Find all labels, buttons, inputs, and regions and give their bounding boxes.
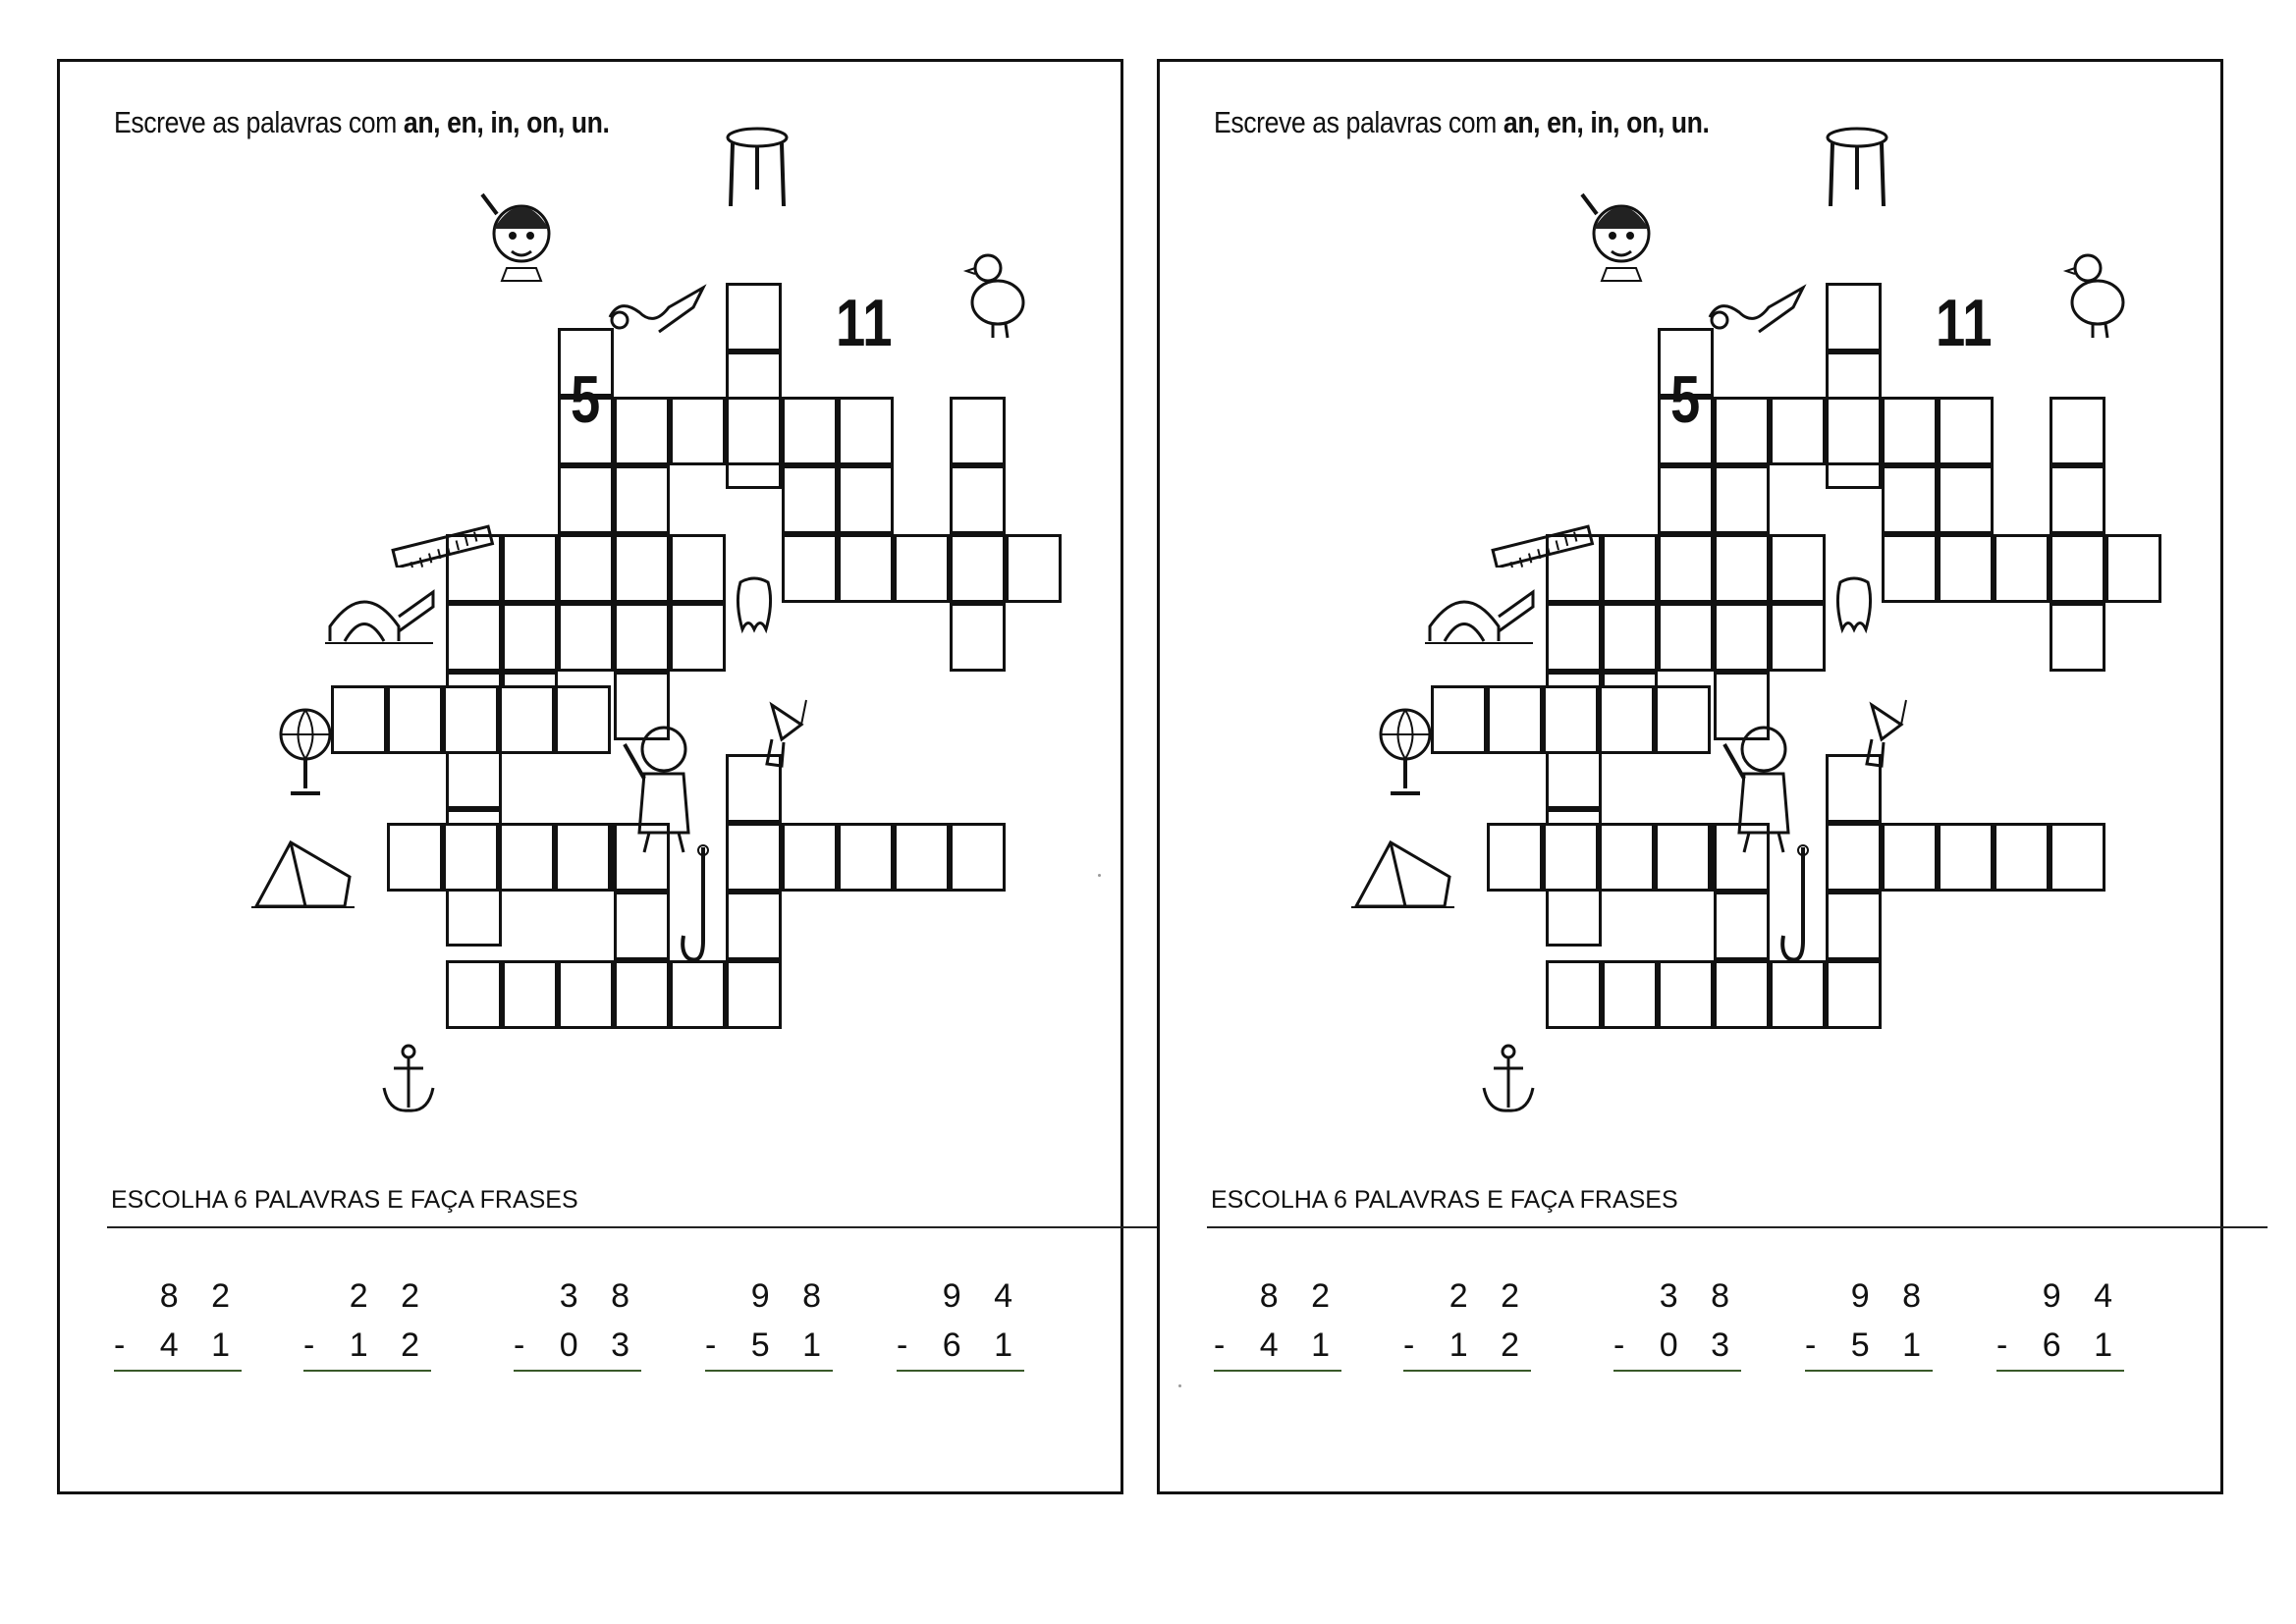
crossword-cell[interactable] [1599,685,1655,754]
answer-line [514,1370,641,1372]
subtrahend: 5 1 [750,1326,833,1364]
crossword-cell[interactable] [782,823,838,892]
crossword-cell[interactable] [2050,465,2105,534]
anchor-icon [379,1044,438,1122]
crossword-cell[interactable] [894,534,950,603]
subtrahend: 1 2 [1449,1326,1531,1364]
scan-speck [1178,1384,1181,1387]
girl-with-feather-icon [1577,175,1666,288]
subtraction-problem [705,1279,833,1372]
crossword-cell[interactable] [443,823,499,892]
crossword-cell[interactable] [387,823,443,892]
crossword-cell[interactable] [1658,960,1714,1029]
fishhook-icon [679,842,718,975]
crossword-cell[interactable] [614,960,670,1029]
crossword-cell[interactable] [1826,283,1882,352]
tent-icon [1351,833,1454,916]
stool-icon [723,126,792,214]
answer-line [1613,1370,1741,1372]
clue-number-5: 5 [1670,362,1701,437]
crossword-cell[interactable] [558,960,614,1029]
crossword-cell[interactable] [950,397,1006,465]
fishhook-icon [1778,842,1818,975]
chicken-icon [958,244,1037,347]
crossword-cell[interactable] [1882,823,1938,892]
funnel-icon [752,695,811,774]
subtrahend: 6 1 [942,1326,1024,1364]
boy-waving-icon [615,715,708,862]
minuend: 2 2 [349,1277,431,1315]
crossword-cell[interactable] [1655,823,1711,892]
crossword-cell[interactable] [1431,685,1487,754]
instruction-title [1214,105,1709,140]
minuend: 3 8 [559,1277,641,1315]
ribbon-icon [1700,283,1808,347]
crossword-cell[interactable] [726,823,782,892]
crossword-cell[interactable] [1602,603,1658,672]
minus-sign: - [1996,1326,2020,1364]
crossword-cell[interactable] [1826,823,1882,892]
ribbon-icon [600,283,708,347]
minuend: 9 4 [942,1277,1024,1315]
crossword-cell[interactable] [502,960,558,1029]
crossword-cell[interactable] [558,465,614,534]
crossword-cell[interactable] [555,823,611,892]
crossword-cell[interactable] [1882,534,1938,603]
answer-line [303,1370,431,1372]
instruction-text: Escreve as palavras com [114,105,397,139]
crossword-cell[interactable] [950,603,1006,672]
crossword-cell[interactable] [950,534,1006,603]
minus-sign: - [1613,1326,1637,1364]
scan-speck [1098,874,1101,877]
subtrahend: 0 3 [1659,1326,1741,1364]
minuend: 9 4 [2042,1277,2124,1315]
subtraction-problem [303,1279,431,1372]
anchor-icon [1479,1044,1538,1122]
subtrahend: 1 2 [349,1326,431,1364]
minuend: 8 2 [159,1277,242,1315]
section-title: ESCOLHA 6 PALAVRAS E FAÇA FRASES [1211,1186,1678,1214]
crossword-cell[interactable] [387,685,443,754]
minus-sign: - [1214,1326,1237,1364]
chicken-icon [2058,244,2137,347]
crossword-cell[interactable] [1602,960,1658,1029]
minus-sign: - [897,1326,920,1364]
crossword-cell[interactable] [1994,823,2050,892]
worksheet-page-right [1157,59,2223,1494]
crossword-cell[interactable] [1714,603,1770,672]
crossword-cell[interactable] [499,823,555,892]
crossword-cell[interactable] [1658,465,1714,534]
subtraction-problem [897,1279,1024,1372]
crossword-cell[interactable] [1714,892,1770,960]
minuend: 9 8 [1850,1277,1933,1315]
crossword-cell[interactable] [1770,534,1826,603]
crossword-cell[interactable] [782,397,838,465]
globe-icon [1376,700,1435,808]
answer-line [897,1370,1024,1372]
crossword-cell[interactable] [555,685,611,754]
crossword-cell[interactable] [782,465,838,534]
stool-icon [1823,126,1891,214]
instruction-letters: an, en, in, on, un. [1503,105,1710,139]
subtrahend: 4 1 [159,1326,242,1364]
crossword-cell[interactable] [1826,960,1882,1029]
minus-sign: - [705,1326,729,1364]
crossword-cell[interactable] [950,465,1006,534]
instruction-title [114,105,609,140]
crossword-cell[interactable] [1602,534,1658,603]
subtrahend: 5 1 [1850,1326,1933,1364]
instruction-text: Escreve as palavras com [1214,105,1497,139]
bridge-icon [325,572,438,656]
crossword-cell[interactable] [614,397,670,465]
crossword-cell[interactable] [1826,397,1882,465]
minus-sign: - [1805,1326,1829,1364]
crossword-cell[interactable] [558,603,614,672]
minus-sign: - [114,1326,137,1364]
minus-sign: - [303,1326,327,1364]
crossword-cell[interactable] [443,685,499,754]
subtrahend: 0 3 [559,1326,641,1364]
worksheet-page-left [57,59,1123,1494]
instruction-letters: an, en, in, on, un. [403,105,610,139]
crossword-cell[interactable] [1938,534,1994,603]
answer-line [1996,1370,2124,1372]
crossword-cell[interactable] [838,534,894,603]
crossword-cell[interactable] [1599,823,1655,892]
subtraction-problem [1613,1279,1741,1372]
crossword-cell[interactable] [502,603,558,672]
crossword-cell[interactable] [670,534,726,603]
crossword-cell[interactable] [502,534,558,603]
crossword-cell[interactable] [1882,397,1938,465]
crossword-cell[interactable] [1655,685,1711,754]
comb-icon [1489,509,1597,572]
tooth-icon [733,572,777,641]
divider [107,1226,1168,1228]
crossword-cell[interactable] [1938,397,1994,465]
crossword-cell[interactable] [1487,823,1543,892]
crossword-cell[interactable] [726,960,782,1029]
crossword-cell[interactable] [726,892,782,960]
answer-line [1805,1370,1933,1372]
answer-line [114,1370,242,1372]
minuend: 9 8 [750,1277,833,1315]
minus-sign: - [1403,1326,1427,1364]
bridge-icon [1425,572,1538,656]
crossword-cell[interactable] [1714,534,1770,603]
crossword-cell[interactable] [614,465,670,534]
funnel-icon [1852,695,1911,774]
crossword-cell[interactable] [782,534,838,603]
crossword-cell[interactable] [2050,603,2105,672]
crossword-cell[interactable] [726,397,782,465]
minuend: 3 8 [1659,1277,1741,1315]
answer-line [1214,1370,1341,1372]
girl-with-feather-icon [477,175,566,288]
crossword-cell[interactable] [1882,465,1938,534]
minus-sign: - [514,1326,537,1364]
crossword-cell[interactable] [670,397,726,465]
crossword-cell[interactable] [1770,603,1826,672]
subtraction-problem [1996,1279,2124,1372]
subtraction-problem [1214,1279,1341,1372]
tooth-icon [1832,572,1877,641]
minuend: 2 2 [1449,1277,1531,1315]
crossword-cell[interactable] [950,823,1006,892]
subtraction-problem [1403,1279,1531,1372]
subtrahend: 4 1 [1259,1326,1341,1364]
crossword-cell[interactable] [1658,534,1714,603]
subtraction-problem [1805,1279,1933,1372]
crossword-cell[interactable] [614,534,670,603]
crossword-cell[interactable] [1543,685,1599,754]
crossword-cell[interactable] [1938,823,1994,892]
divider [1207,1226,2268,1228]
crossword-cell[interactable] [894,823,950,892]
comb-icon [389,509,497,572]
clue-number-11: 11 [1936,286,1993,360]
crossword-cell[interactable] [1006,534,1062,603]
crossword-cell[interactable] [614,892,670,960]
subtraction-problem [114,1279,242,1372]
answer-line [1403,1370,1531,1372]
crossword-cell[interactable] [499,685,555,754]
crossword-cell[interactable] [670,603,726,672]
crossword-cell[interactable] [2050,534,2105,603]
crossword-cell[interactable] [838,823,894,892]
crossword-cell[interactable] [1658,603,1714,672]
subtraction-problem [514,1279,641,1372]
crossword-cell[interactable] [838,397,894,465]
crossword-cell[interactable] [1546,603,1602,672]
crossword-cell[interactable] [726,283,782,352]
crossword-cell[interactable] [1938,465,1994,534]
crossword-cell[interactable] [1543,823,1599,892]
tent-icon [251,833,355,916]
crossword-cell[interactable] [1714,465,1770,534]
crossword-cell[interactable] [614,603,670,672]
crossword-cell[interactable] [2050,823,2105,892]
clue-number-5: 5 [571,362,601,437]
crossword-cell[interactable] [1714,960,1770,1029]
crossword-cell[interactable] [446,603,502,672]
crossword-cell[interactable] [1546,960,1602,1029]
section-title: ESCOLHA 6 PALAVRAS E FAÇA FRASES [111,1186,578,1214]
crossword-cell[interactable] [558,534,614,603]
crossword-cell[interactable] [1994,534,2050,603]
crossword-cell[interactable] [446,960,502,1029]
crossword-cell[interactable] [1714,397,1770,465]
clue-number-11: 11 [836,286,893,360]
crossword-cell[interactable] [2105,534,2161,603]
crossword-cell[interactable] [1487,685,1543,754]
boy-waving-icon [1715,715,1808,862]
crossword-cell[interactable] [838,465,894,534]
crossword-cell[interactable] [2050,397,2105,465]
crossword-cell[interactable] [331,685,387,754]
globe-icon [276,700,335,808]
subtrahend: 6 1 [2042,1326,2124,1364]
minuend: 8 2 [1259,1277,1341,1315]
crossword-cell[interactable] [1826,892,1882,960]
crossword-cell[interactable] [1770,397,1826,465]
answer-line [705,1370,833,1372]
